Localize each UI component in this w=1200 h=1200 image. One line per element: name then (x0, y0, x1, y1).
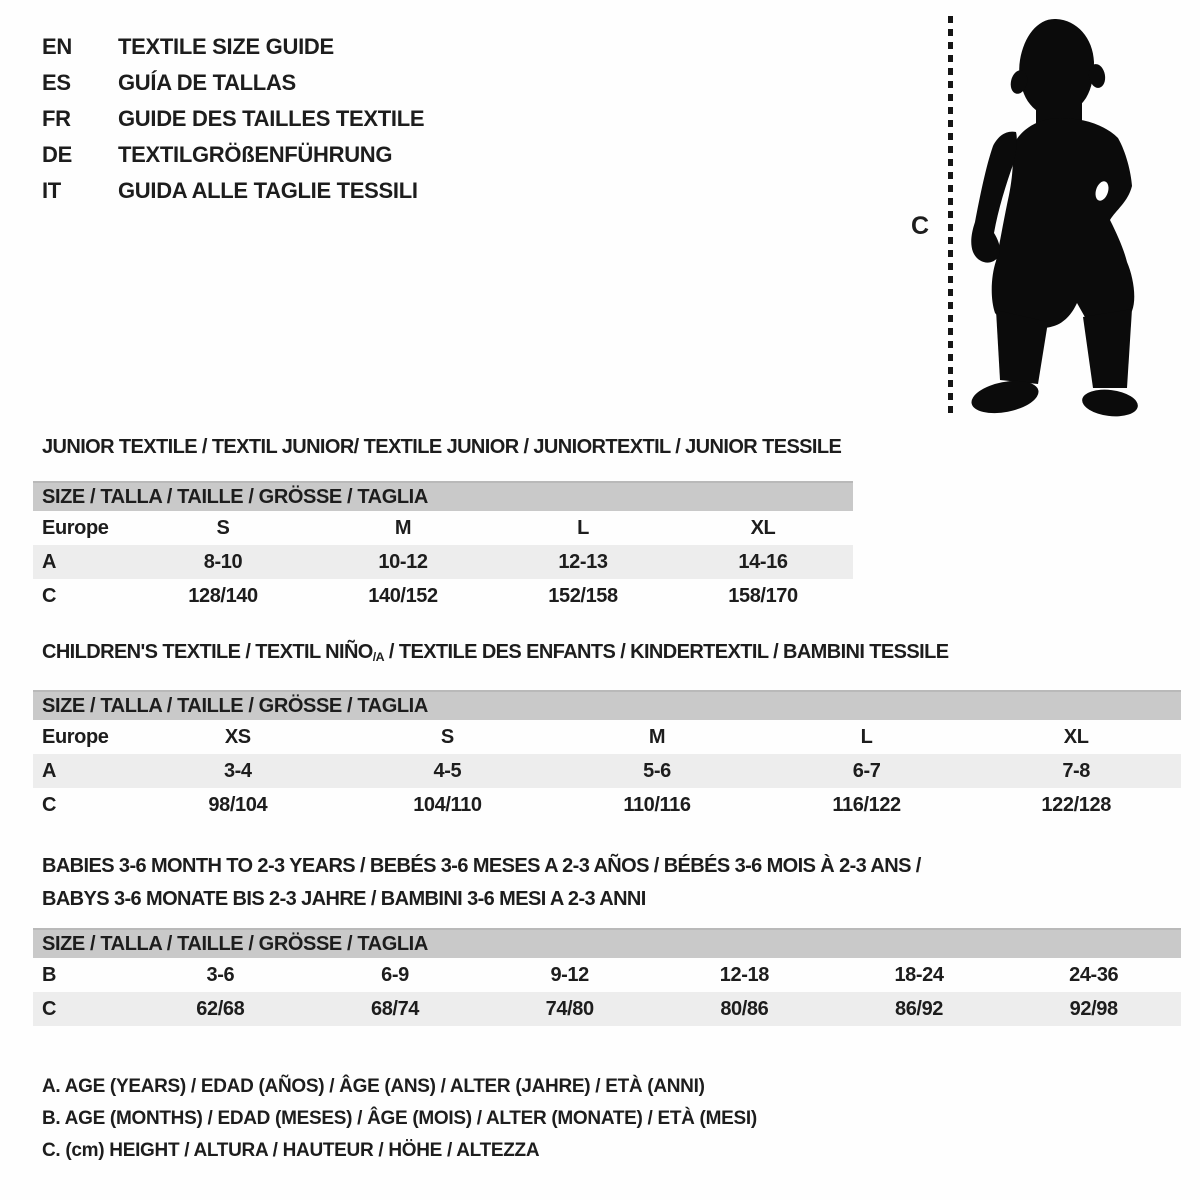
age-cell: 6-7 (852, 760, 881, 782)
legend-line-b: B. AGE (MONTHS) / EDAD (MESES) / ÂGE (MOIS) / ALTER (MONATE) / ETÀ (MESI) (42, 1108, 757, 1129)
height-cell: 110/116 (623, 794, 691, 816)
measurement-legend (42, 1071, 757, 1167)
children-size-table (33, 690, 1181, 822)
age-cell: 3-4 (223, 760, 252, 782)
age-cell: 4-5 (433, 760, 462, 782)
babies-title-line1: BABIES 3-6 MONTH TO 2-3 YEARS / BEBÉS 3-6 MESES A 2-3 AÑOS / BÉBÉS 3-6 MOIS À 2-3 ANS / (42, 855, 921, 877)
row-label: A (42, 760, 57, 782)
size-cell: L (577, 517, 589, 539)
age-cell: 6-9 (381, 964, 409, 986)
guide-title-es: GUÍA DE TALLAS (118, 70, 296, 95)
height-cell: 128/140 (188, 585, 258, 607)
measure-label-c: C (911, 212, 930, 240)
babies-table-rows (33, 958, 1181, 1026)
language-code: IT (42, 178, 61, 203)
row-label: Europe (42, 726, 109, 748)
height-cell: 158/170 (728, 585, 798, 607)
table-row-age-years (33, 754, 1181, 788)
age-cell: 3-6 (206, 964, 235, 986)
size-cell: XL (1063, 726, 1089, 748)
table-row-height-cm (33, 788, 1181, 822)
height-cell: 104/110 (413, 794, 482, 816)
babies-section-title (42, 850, 921, 916)
legend-line-c: C. (cm) HEIGHT / ALTURA / HAUTEUR / HÖHE / ALTEZZA (42, 1140, 540, 1161)
children-title-sub: /A (372, 650, 384, 665)
size-header-label: SIZE / TALLA / TAILLE / GRÖSSE / TAGLIA (42, 933, 428, 955)
children-title-part1: CHILDREN'S TEXTILE / TEXTIL NIÑO (42, 641, 373, 663)
size-header-bar (33, 690, 1181, 720)
size-cell: XS (224, 726, 251, 748)
language-code: ES (42, 70, 71, 95)
table-row-europe (33, 511, 853, 545)
size-header-bar (33, 481, 853, 511)
language-row-de (42, 137, 424, 173)
language-row-es (42, 65, 424, 101)
table-row-age-months (33, 958, 1181, 992)
age-cell: 7-8 (1062, 760, 1091, 782)
size-header-label: SIZE / TALLA / TAILLE / GRÖSSE / TAGLIA (42, 695, 428, 717)
toddler-silhouette-icon (960, 14, 1150, 419)
guide-title-en: TEXTILE SIZE GUIDE (118, 34, 334, 59)
size-cell: S (440, 726, 454, 748)
age-cell: 14-16 (738, 551, 788, 573)
row-label: Europe (42, 517, 109, 539)
table-row-height-cm (33, 579, 853, 613)
age-cell: 12-18 (719, 964, 769, 986)
row-label: C (42, 794, 57, 816)
children-table-rows (33, 720, 1181, 822)
junior-section-title: JUNIOR TEXTILE / TEXTIL JUNIOR/ TEXTILE JUNIOR / JUNIORTEXTIL / JUNIOR TESSILE (42, 436, 842, 458)
language-header (42, 29, 424, 209)
height-cell: 62/68 (196, 998, 245, 1020)
language-code: DE (42, 142, 72, 167)
language-code: EN (42, 34, 72, 59)
size-cell: XL (750, 517, 776, 539)
guide-title-it: GUIDA ALLE TAGLIE TESSILI (118, 178, 418, 203)
table-row-age-years (33, 545, 853, 579)
language-row-fr (42, 101, 424, 137)
age-cell: 9-12 (550, 964, 589, 986)
height-cell: 74/80 (545, 998, 594, 1020)
children-title-part2: / TEXTILE DES ENFANTS / KINDERTEXTIL / BAMBINI TESSILE (383, 641, 949, 663)
language-row-it (42, 173, 424, 209)
height-measure-dashed-line (948, 16, 953, 418)
row-label: A (42, 551, 57, 573)
age-cell: 12-13 (558, 551, 608, 573)
babies-size-table (33, 928, 1181, 1026)
age-cell: 18-24 (894, 964, 944, 986)
age-cell: 10-12 (378, 551, 428, 573)
legend-line-a: A. AGE (YEARS) / EDAD (AÑOS) / ÂGE (ANS) / ALTER (JAHRE) / ETÀ (ANNI) (42, 1076, 705, 1097)
height-cell: 152/158 (548, 585, 618, 607)
language-code: FR (42, 106, 71, 131)
guide-title-fr: GUIDE DES TAILLES TEXTILE (118, 106, 425, 131)
height-cell: 140/152 (368, 585, 438, 607)
height-cell: 116/122 (832, 794, 901, 816)
row-label: C (42, 585, 57, 607)
size-cell: S (216, 517, 230, 539)
row-label: B (42, 964, 57, 986)
size-cell: L (860, 726, 873, 748)
age-cell: 8-10 (203, 551, 243, 573)
height-cell: 122/128 (1041, 794, 1111, 816)
height-cell: 98/104 (208, 794, 268, 816)
height-cell: 80/86 (720, 998, 769, 1020)
row-label: C (42, 998, 57, 1020)
language-row-en (42, 29, 424, 65)
size-cell: M (394, 517, 412, 539)
size-header-label: SIZE / TALLA / TAILLE / GRÖSSE / TAGLIA (42, 486, 428, 508)
children-section-title (42, 641, 948, 664)
table-row-europe (33, 720, 1181, 754)
guide-title-de: TEXTILGRÖßENFÜHRUNG (118, 142, 393, 167)
age-cell: 5-6 (643, 760, 671, 782)
junior-table-rows (33, 511, 853, 613)
height-cell: 86/92 (894, 998, 944, 1020)
table-row-height-cm (33, 992, 1181, 1026)
height-cell: 92/98 (1069, 998, 1118, 1020)
size-header-bar (33, 928, 1181, 958)
babies-title-line2: BABYS 3-6 MONATE BIS 2-3 JAHRE / BAMBINI 3-6 MESI A 2-3 ANNI (42, 888, 646, 910)
junior-size-table (33, 481, 853, 613)
height-cell: 68/74 (370, 998, 420, 1020)
age-cell: 24-36 (1069, 964, 1119, 986)
size-cell: M (648, 726, 666, 748)
